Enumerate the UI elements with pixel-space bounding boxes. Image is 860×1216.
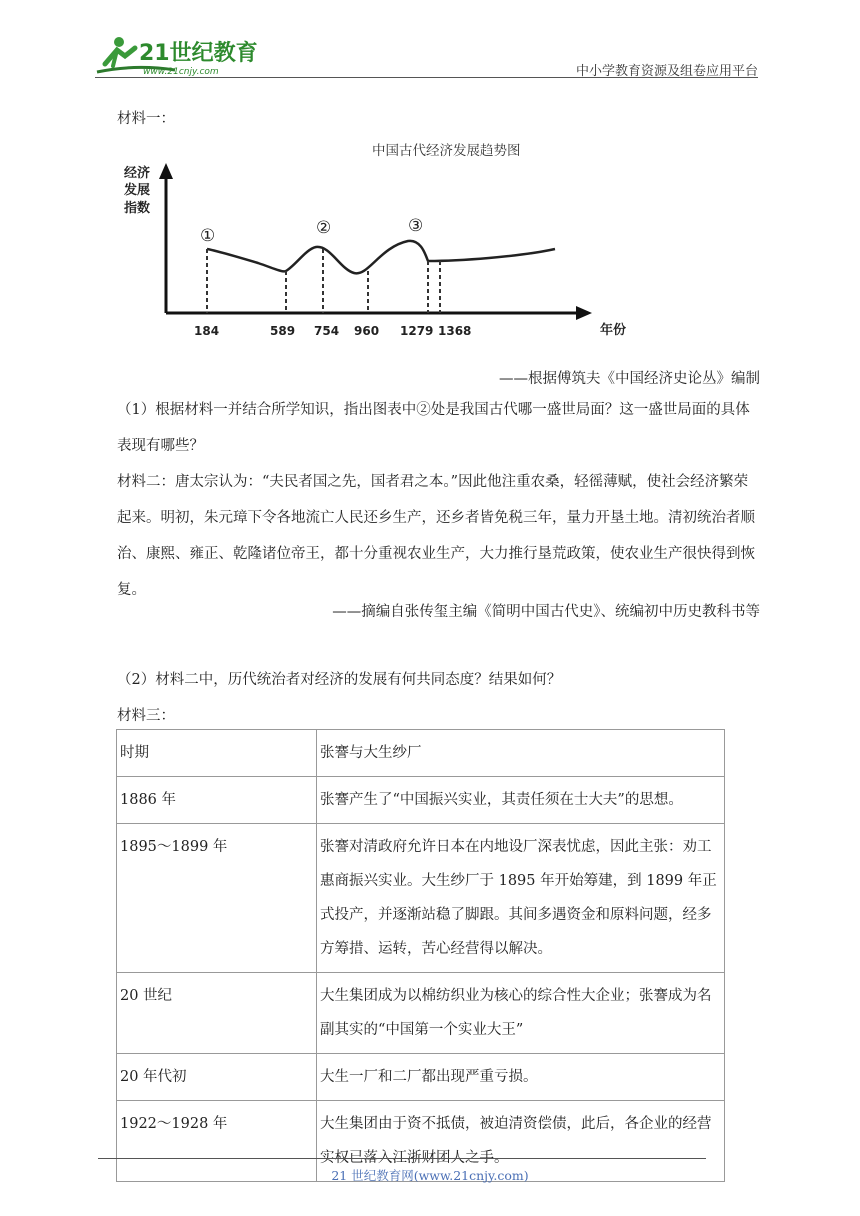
svg-text:www.21cnjy.com: www.21cnjy.com: [143, 67, 219, 77]
material1-source: ——根据傅筑夫《中国经济史论丛》编制: [499, 371, 760, 387]
material1-label: 材料一：: [117, 111, 175, 127]
row-period: 20 世纪: [117, 973, 317, 1054]
table-row: [117, 973, 725, 1054]
row-period: 1895～1899 年: [117, 824, 317, 973]
row-event: 张謇产生了“中国振兴实业，其责任须在士大夫”的思想。: [317, 777, 725, 824]
chart-xlabel: 年份: [600, 323, 627, 338]
row-period: 1886 年: [117, 777, 317, 824]
annotation-marker-2: ②: [316, 218, 332, 238]
svg-text:21世纪教育: 21世纪教育: [139, 41, 258, 66]
ylabel-line-3: 指数: [124, 201, 151, 216]
footer-divider: [98, 1158, 706, 1159]
economic-trend-chart: [118, 137, 638, 355]
header-period: 时期: [117, 730, 317, 777]
material3-label: 材料三：: [117, 708, 175, 724]
zhangjian-table: [116, 729, 725, 1182]
material2-source: ——摘编自张传玺主编《简明中国古代史》、统编初中历史教科书等: [332, 604, 760, 620]
page-header: [95, 34, 758, 78]
ylabel-line-2: 发展: [124, 183, 151, 198]
annotation-marker-3: ③: [408, 216, 424, 236]
row-event: 大生集团由于资不抵债，被迫清资偿债，此后，各企业的经营实权已落入江浙财团人之手。: [317, 1101, 725, 1182]
row-period: 20 年代初: [117, 1054, 317, 1101]
chart-title: 中国古代经济发展趋势图: [372, 143, 521, 159]
footer-text: 21 世纪教育网(www.21cnjy.com): [331, 1168, 529, 1183]
x-tick-184: 184: [194, 324, 220, 338]
material2-text: 材料二：唐太宗认为：“夫民者国之先，国者君之本。”因此他注重农桑，轻徭薄赋，使社会经济繁荣起来。明初，朱元璋下令各地流亡人民还乡生产，还乡者皆免税三年，量力开垦土地。清初统治者顺治、康熙、雍正、乾隆诸位帝王，都十分重视农业生产，大力推行垦荒政策，使农业生产很快得到恢复。: [117, 474, 755, 598]
trend-line: [207, 241, 555, 274]
x-tick-labels: [194, 324, 471, 338]
row-event: 张謇对清政府允许日本在内地设厂深表忧虑，因此主张：劝工惠商振兴实业。大生纱厂于 1895 年开始筹建，到 1899 年正式投产，并逐渐站稳了脚跟。其间多遇资金和原料问题，经多方筹措、运转，苦心经营得以解决。: [317, 824, 725, 973]
logo-21cnjy: [95, 34, 265, 78]
platform-name: 中小学教育资源及组卷应用平台: [575, 64, 758, 79]
row-event: 大生一厂和二厂都出现严重亏损。: [317, 1054, 725, 1101]
x-tick-1279: 1279: [400, 324, 434, 338]
header-event: 张謇与大生纱厂: [317, 730, 725, 777]
question-1: （1）根据材料一并结合所学知识，指出图表中②处是我国古代哪一盛世局面？这一盛世局面的具体表现有哪些？: [117, 402, 750, 454]
question-2: （2）材料二中，历代统治者对经济的发展有何共同态度？结果如何？: [117, 672, 562, 688]
x-axis-arrow: [576, 306, 592, 320]
header-divider: [95, 77, 758, 78]
table-row: [117, 824, 725, 973]
annotation-markers: [200, 216, 423, 246]
y-axis-arrow: [159, 163, 173, 179]
x-tick-589: 589: [270, 324, 296, 338]
table-row: [117, 1054, 725, 1101]
x-tick-1368: 1368: [438, 324, 472, 338]
annotation-marker-1: ①: [200, 226, 216, 246]
row-event: 大生集团成为以棉纺织业为核心的综合性大企业；张謇成为名副其实的“中国第一个实业大王”: [317, 973, 725, 1054]
x-tick-960: 960: [354, 324, 380, 338]
table-header-row: [117, 730, 725, 777]
x-tick-754: 754: [314, 324, 340, 338]
ylabel-line-1: 经济: [124, 166, 151, 181]
row-period: 1922～1928 年: [117, 1101, 317, 1182]
chart-ylabel: [123, 165, 150, 216]
table-row: [117, 777, 725, 824]
